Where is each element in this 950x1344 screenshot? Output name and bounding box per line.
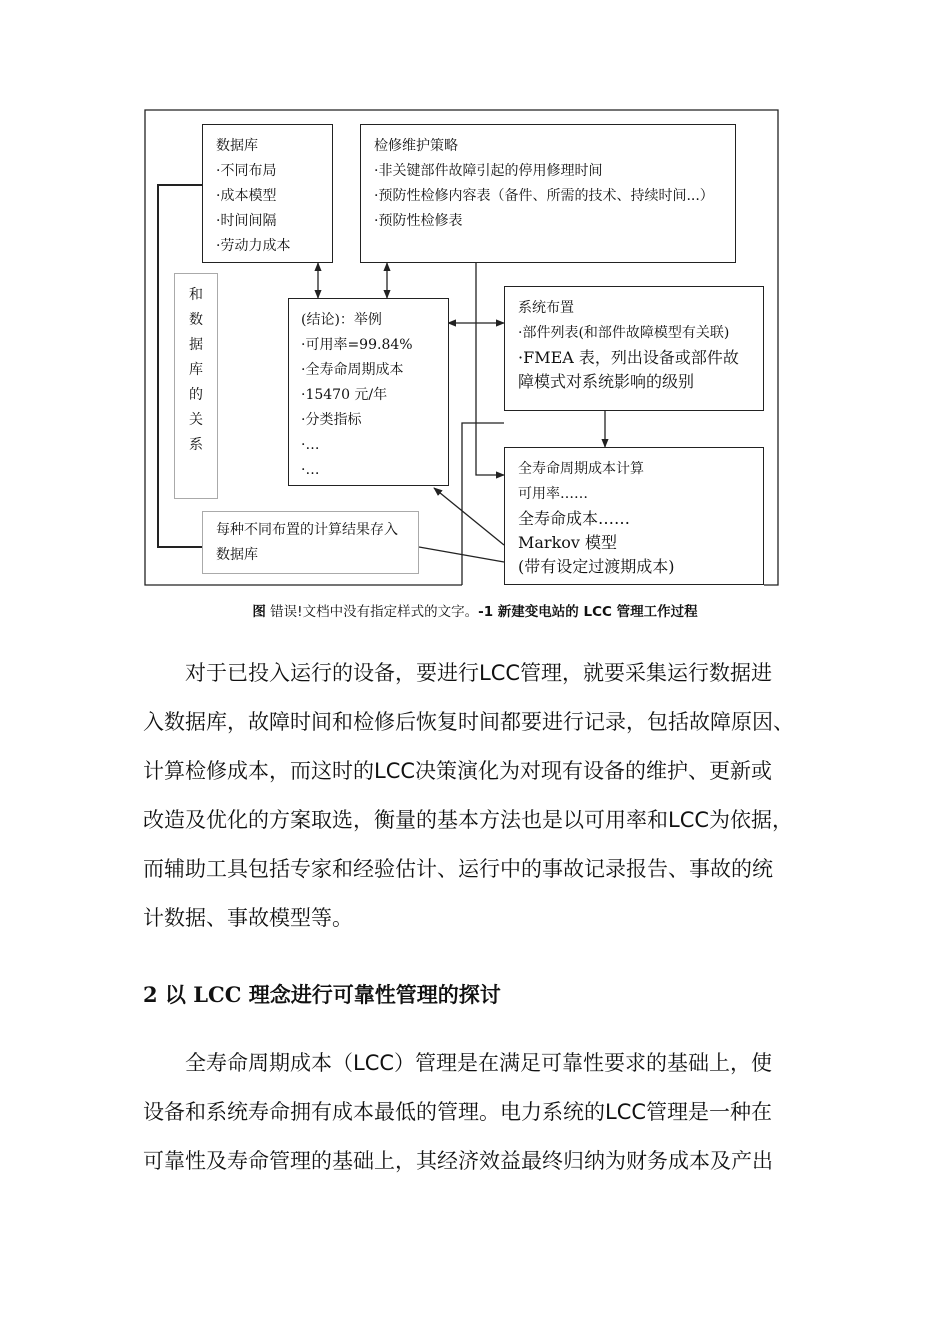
paragraph-line: 对于已投入运行的设备，要进行LCC管理，就要采集运行数据进 [185,661,773,685]
result-item: ·15470 元/年 [301,387,388,403]
maintenance-strategy-box [360,124,736,263]
paragraph-line: 入数据库，故障时间和检修后恢复时间都要进行记录，包括故障原因、 [143,710,794,734]
paragraph-1 [143,649,828,943]
relation-char: 和 [189,287,203,303]
paragraph-line: 全寿命周期成本（LCC）管理是在满足可靠性要求的基础上，使 [185,1051,773,1075]
maintenance-title: 检修维护策略 [374,138,458,154]
maintenance-item: ·非关键部件故障引起的停用修理时间 [374,163,603,179]
result-item: ·… [301,462,320,478]
store-results-box [202,511,419,574]
calc-line: 全寿命成本…… [518,509,631,528]
caption-title: -1 新建变电站的 LCC 管理工作过程 [478,604,698,620]
paragraph-line: 设备和系统寿命拥有成本最低的管理。电力系统的LCC管理是一种在 [143,1100,773,1124]
store-line: 每种不同布置的计算结果存入 [216,522,398,538]
paragraph-line: 改造及优化的方案取选，衡量的基本方法也是以可用率和LCC为依据， [143,808,794,832]
database-item: ·成本模型 [216,188,277,204]
relation-char: 系 [189,437,203,453]
layout-item: ·FMEA 表，列出设备或部件故 [518,348,739,367]
paragraph-line: 而辅助工具包括专家和经验估计、运行中的事故记录报告、事故的统 [143,857,773,881]
database-item: ·不同布局 [216,163,277,179]
relation-char: 据 [189,337,203,353]
calc-line: 全寿命周期成本计算 [518,461,644,477]
maintenance-item: ·预防性检修表 [374,213,463,229]
figure-caption [0,600,950,620]
paragraph-line: 可靠性及寿命管理的基础上，其经济效益最终归纳为财务成本及产出 [143,1149,773,1173]
result-item: ·分类指标 [301,412,362,428]
caption-prefix: 图 [252,604,266,620]
result-item: ·可用率=99.84% [301,337,413,353]
lcc-calculation-box [504,447,764,585]
figure-connectors [0,0,950,600]
relation-char: 的 [189,387,203,403]
database-box [202,124,333,263]
relation-char: 库 [189,362,203,378]
maintenance-item: ·预防性检修内容表（备件、所需的技术、持续时间...） [374,188,714,204]
calc-line: (带有设定过渡期成本) [518,557,675,576]
result-item: ·全寿命周期成本 [301,362,404,378]
calc-line: 可用率…… [518,486,588,502]
database-title: 数据库 [216,138,258,154]
relation-char: 数 [189,312,203,328]
paragraph-line: 计算检修成本，而这时的LCC决策演化为对现有设备的维护、更新或 [143,759,773,783]
paragraph-2 [143,1039,828,1186]
layout-title: 系统布置 [518,300,574,316]
database-relation-box [174,273,218,499]
system-layout-box [504,286,764,411]
store-line: 数据库 [216,547,258,563]
calc-line: Markov 模型 [518,533,618,552]
layout-item: ·部件列表(和部件故障模型有关联) [518,325,730,341]
result-title: (结论)：举例 [301,312,382,328]
paragraph-line: 计数据、事故模型等。 [143,906,353,930]
layout-item: 障模式对系统影响的级别 [518,372,695,391]
caption-error: 错误!文档中没有指定样式的文字。 [270,604,479,620]
section-heading: 2 以 LCC 理念进行可靠性管理的探讨 [143,982,501,1007]
database-item: ·劳动力成本 [216,238,291,254]
relation-char: 关 [189,412,203,428]
result-item: ·… [301,437,320,453]
database-item: ·时间间隔 [216,213,277,229]
result-box [288,298,449,486]
